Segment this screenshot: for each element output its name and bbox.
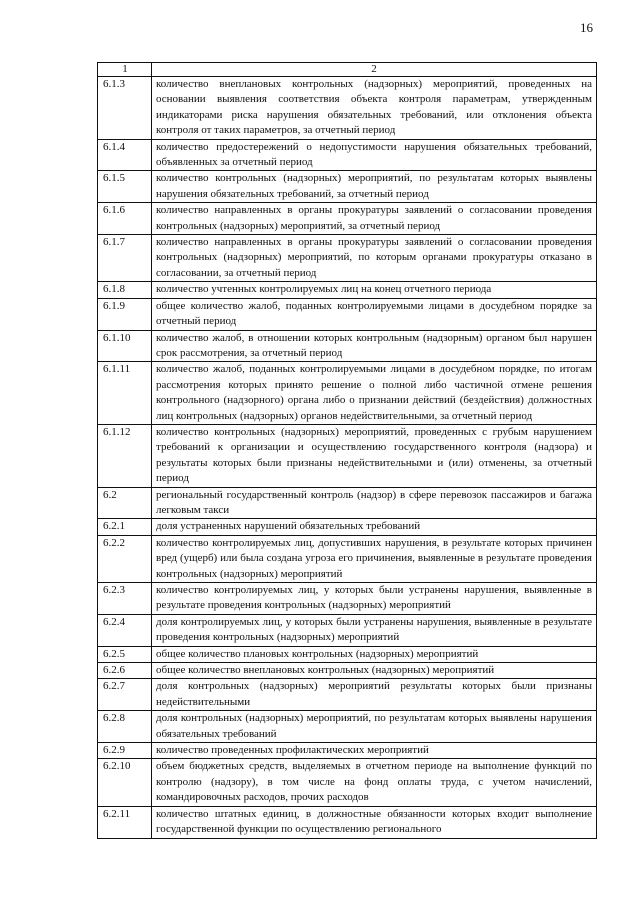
row-code: 6.2.5 — [98, 646, 152, 662]
table-row — [98, 743, 597, 759]
table-row — [98, 424, 597, 487]
table-row — [98, 583, 597, 615]
row-description: доля контрольных (надзорных) мероприятий результаты которых были признаны недействительными — [152, 679, 597, 711]
row-description: общее количество жалоб, поданных контролируемыми лицами в досудебном порядке за отчетный период — [152, 298, 597, 330]
row-code: 6.2.2 — [98, 535, 152, 582]
row-code: 6.2.1 — [98, 519, 152, 535]
row-code: 6.1.12 — [98, 424, 152, 487]
table-row — [98, 646, 597, 662]
row-code: 6.1.3 — [98, 77, 152, 140]
row-code: 6.2.7 — [98, 679, 152, 711]
row-description: доля устраненных нарушений обязательных требований — [152, 519, 597, 535]
row-code: 6.2.3 — [98, 583, 152, 615]
row-description: доля контрольных (надзорных) мероприятий, по результатам которых выявлены нарушения обязательных требований — [152, 711, 597, 743]
row-description: количество жалоб, поданных контролируемыми лицами в досудебном порядке, по итогам рассмотрения которых принято решение о полной либо частичной отмене решения контрольного (надзорного) органа либо о признании действий (бездействия) должностных лиц контрольных (надзорных) органов недействительными, за отчетный период — [152, 362, 597, 425]
page-number: 16 — [580, 20, 593, 35]
row-code: 6.2.10 — [98, 759, 152, 806]
row-description: доля контролируемых лиц, у которых были устранены нарушения, выявленные в результате проведения контрольных (надзорных) мероприятий — [152, 614, 597, 646]
table-row — [98, 235, 597, 282]
row-code: 6.2.4 — [98, 614, 152, 646]
table-row — [98, 77, 597, 140]
row-description: региональный государственный контроль (надзор) в сфере перевозок пассажиров и багажа легковым такси — [152, 487, 597, 519]
row-code: 6.1.5 — [98, 171, 152, 203]
row-description: общее количество плановых контрольных (надзорных) мероприятий — [152, 646, 597, 662]
row-code: 6.2 — [98, 487, 152, 519]
table-row — [98, 711, 597, 743]
table-row — [98, 330, 597, 362]
table-row — [98, 535, 597, 582]
row-code: 6.1.10 — [98, 330, 152, 362]
row-code: 6.2.6 — [98, 663, 152, 679]
table-header-row — [98, 63, 597, 77]
row-code: 6.1.6 — [98, 203, 152, 235]
row-code: 6.1.7 — [98, 235, 152, 282]
table-row — [98, 139, 597, 171]
indicators-table — [97, 62, 597, 839]
table-row — [98, 663, 597, 679]
table-row — [98, 362, 597, 425]
table-row — [98, 806, 597, 838]
row-description: объем бюджетных средств, выделяемых в отчетном периоде на выполнение функций по контролю (надзору), в том числе на фонд оплаты труда, с учетом начислений, командировочных расходов, прочих расходов — [152, 759, 597, 806]
row-description: количество контролируемых лиц, у которых были устранены нарушения, выявленные в результате проведения контрольных (надзорных) мероприятий — [152, 583, 597, 615]
row-description: общее количество внеплановых контрольных (надзорных) мероприятий — [152, 663, 597, 679]
row-description: количество предостережений о недопустимости нарушения обязательных требований, объявленных за отчетный период — [152, 139, 597, 171]
table-row — [98, 298, 597, 330]
table-row — [98, 614, 597, 646]
row-code: 6.1.9 — [98, 298, 152, 330]
table-row — [98, 282, 597, 298]
table-row — [98, 487, 597, 519]
table-row — [98, 679, 597, 711]
column-header-2: 2 — [152, 63, 597, 77]
table-row — [98, 203, 597, 235]
row-description: количество учтенных контролируемых лиц на конец отчетного периода — [152, 282, 597, 298]
row-description: количество направленных в органы прокуратуры заявлений о согласовании проведения контрольных (надзорных) мероприятий, по которым органами прокуратуры отказано в согласовании, за отчетный период — [152, 235, 597, 282]
table-row — [98, 759, 597, 806]
column-header-1: 1 — [98, 63, 152, 77]
row-description: количество проведенных профилактических мероприятий — [152, 743, 597, 759]
row-description: количество контрольных (надзорных) мероприятий, по результатам которых выявлены нарушения обязательных требований, за отчетный период — [152, 171, 597, 203]
row-code: 6.2.11 — [98, 806, 152, 838]
row-code: 6.1.8 — [98, 282, 152, 298]
row-code: 6.1.4 — [98, 139, 152, 171]
row-code: 6.2.8 — [98, 711, 152, 743]
row-description: количество контролируемых лиц, допустивших нарушения, в результате которых причинен вред (ущерб) или была создана угроза его причинения, выявленные в результате проведения контрольных (надзорных) мероприятий — [152, 535, 597, 582]
row-description: количество жалоб, в отношении которых контрольным (надзорным) органом был нарушен срок рассмотрения, за отчетный период — [152, 330, 597, 362]
row-description: количество контрольных (надзорных) мероприятий, проведенных с грубым нарушением требований к организации и осуществлению государственного контроля (надзора) и результаты которых были признаны недействительными и (или) отменены, за отчетный период — [152, 424, 597, 487]
row-description: количество штатных единиц, в должностные обязанности которых входит выполнение государственной функции по осуществлению регионального — [152, 806, 597, 838]
table-row — [98, 171, 597, 203]
row-description: количество направленных в органы прокуратуры заявлений о согласовании проведения контрольных (надзорных) мероприятий, за отчетный период — [152, 203, 597, 235]
row-code: 6.1.11 — [98, 362, 152, 425]
row-code: 6.2.9 — [98, 743, 152, 759]
table-row — [98, 519, 597, 535]
row-description: количество внеплановых контрольных (надзорных) мероприятий, проведенных на основании выявления соответствия объекта контроля параметрам, утвержденным индикаторами риска нарушения обязательных требований, или отклонения объекта контроля от таких параметров, за отчетный период — [152, 77, 597, 140]
